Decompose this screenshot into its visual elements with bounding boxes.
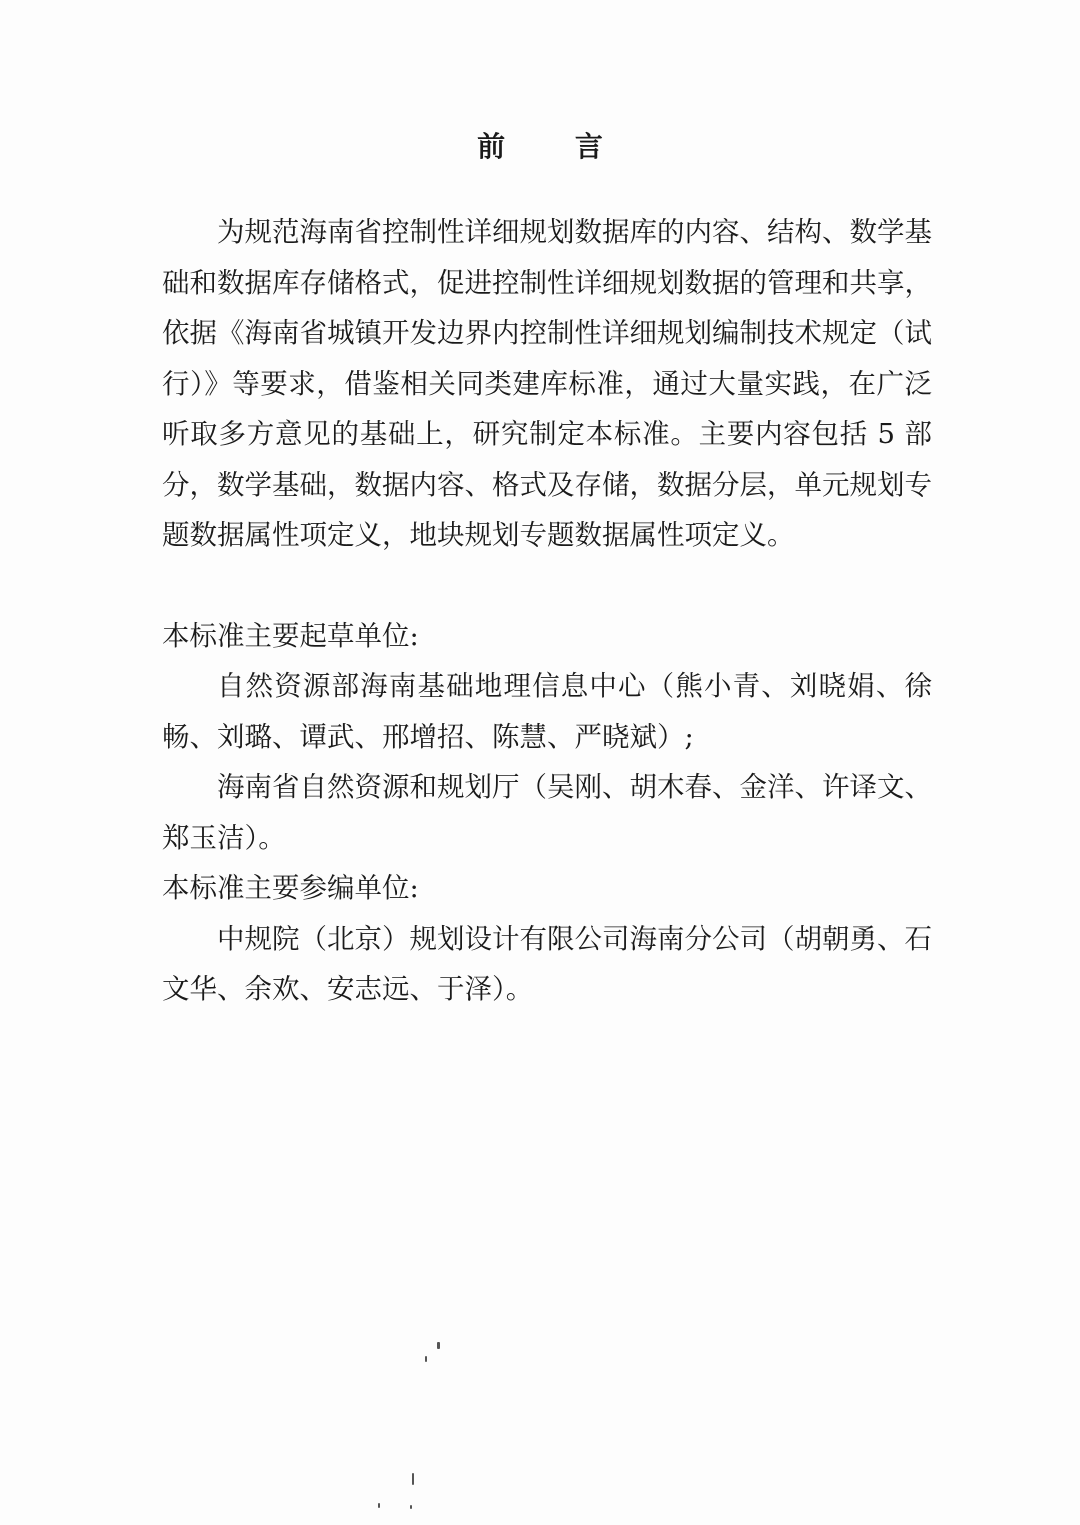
- document-body: [162, 207, 932, 1015]
- scan-artifact: [425, 1356, 427, 1362]
- intro-paragraph: 为规范海南省控制性详细规划数据库的内容、结构、数学基础和数据库存储格式，促进控制性详细规划数据的管理和共享，依据《海南省城镇开发边界内控制性详细规划编制技术规定（试行）》等要求，借鉴相关同类建库标准，通过大量实践，在广泛听取多方意见的基础上，研究制定本标准。主要内容包括 5 部分，数学基础，数据内容、格式及存储，数据分层，单元规划专题数据属性项定义，地块规划专题数据属性项定义。: [162, 216, 932, 551]
- paragraph-spacer: [162, 561, 932, 611]
- scan-artifact: [378, 1503, 380, 1508]
- drafting-unit-1: 自然资源部海南基础地理信息中心（熊小青、刘晓娟、徐畅、刘璐、谭武、邢增招、陈慧、严晓斌）;: [162, 670, 932, 753]
- participating-unit-1: 中规院（北京）规划设计有限公司海南分公司（胡朝勇、石文华、余欢、安志远、于泽）。: [162, 922, 932, 1005]
- participating-units-heading: 本标准主要参编单位:: [162, 872, 419, 904]
- drafting-unit-2: 海南省自然资源和规划厅（吴刚、胡木春、金洋、许译文、郑玉洁）。: [162, 771, 932, 854]
- scan-artifact: [410, 1505, 412, 1509]
- scan-artifact: [412, 1473, 414, 1485]
- scan-artifact: [437, 1342, 440, 1349]
- drafting-units-heading: 本标准主要起草单位:: [162, 619, 419, 652]
- page-title: 前 言: [477, 130, 633, 163]
